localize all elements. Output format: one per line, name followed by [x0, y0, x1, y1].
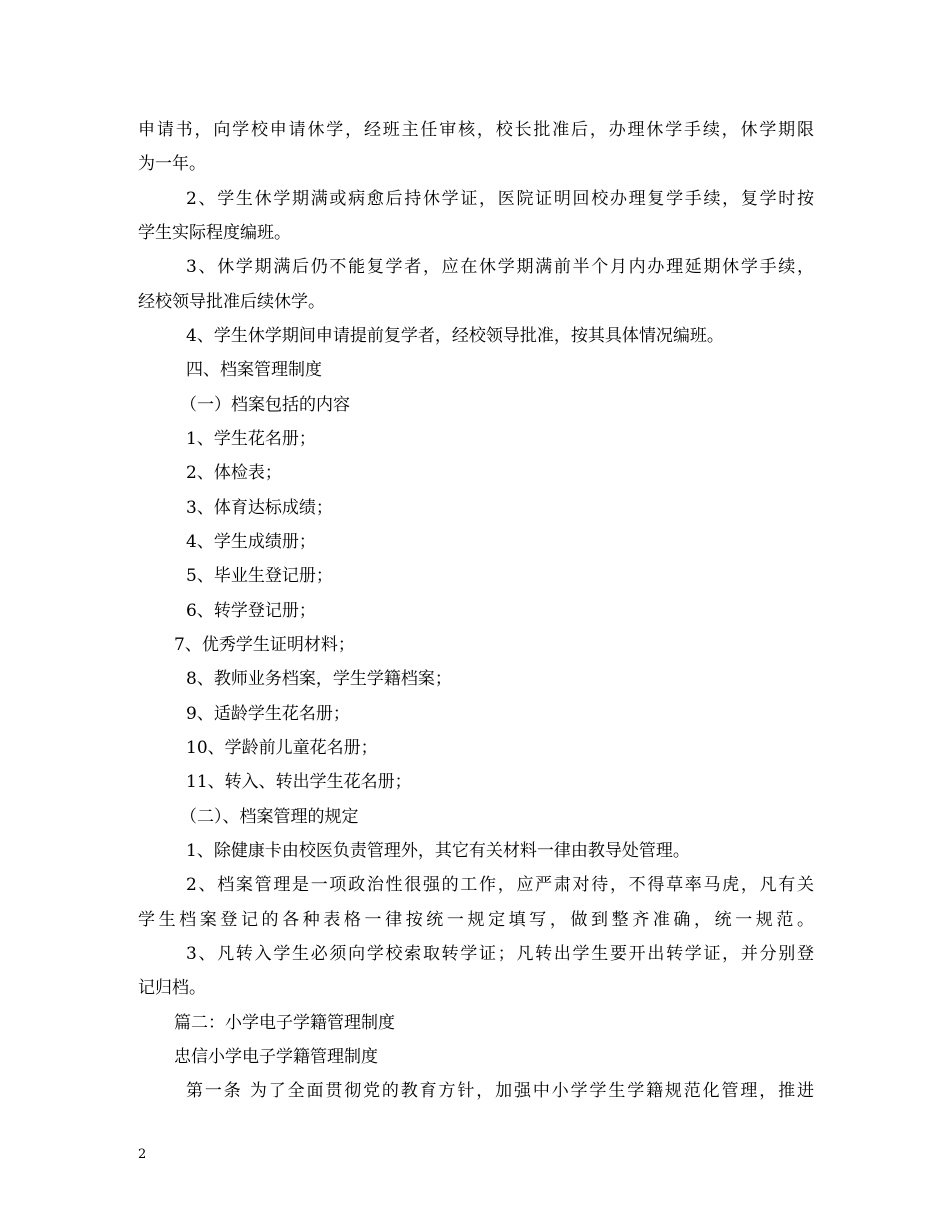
section-heading: 四、档案管理制度 [186, 360, 322, 380]
page-number: 2 [138, 1147, 147, 1162]
text-line: 为一年。 [138, 154, 206, 174]
text-line: 学生实际程度编班。 [138, 223, 291, 243]
list-item: 3、体育达标成绩； [186, 498, 333, 518]
text-line: 学生档案登记的各种表格一律按统一规定填写，做到整齐准确，统一规范。 [138, 910, 814, 930]
list-item: 10、学龄前儿童花名册； [186, 738, 378, 758]
text-line: 3、休学期满后仍不能复学者，应在休学期满前半个月内办理延期休学手续， [186, 257, 814, 277]
text-line: 3、凡转入学生必须向学校索取转学证；凡转出学生要开出转学证，并分别登 [186, 944, 814, 964]
text-line: 1、除健康卡由校医负责管理外，其它有关材料一律由教导处管理。 [186, 841, 690, 861]
list-item: 4、学生成绩册； [186, 532, 316, 552]
list-item: 1、学生花名册； [186, 429, 316, 449]
subsection-heading: （二）、档案管理的规定 [180, 807, 359, 827]
text-line: 第一条 为了全面贯彻党的教育方针，加强中小学学生学籍规范化管理，推进 [186, 1081, 814, 1101]
list-item: 8、教师业务档案，学生学籍档案； [186, 669, 452, 689]
article-title: 忠信小学电子学籍管理制度 [174, 1047, 378, 1067]
list-item: 11、转入、转出学生花名册； [186, 772, 412, 792]
text-line: 2、档案管理是一项政治性很强的工作，应严肃对待，不得草率马虎，凡有关 [186, 875, 814, 895]
list-item: 5、毕业生登记册； [186, 566, 333, 586]
list-item: 7、优秀学生证明材料； [174, 635, 355, 655]
list-item: 6、转学登记册； [186, 601, 316, 621]
subsection-heading: （一）档案包括的内容 [180, 395, 350, 415]
text-line: 经校领导批准后续休学。 [138, 292, 325, 312]
list-item: 9、适龄学生花名册； [186, 704, 350, 724]
list-item: 2、体检表； [186, 463, 282, 483]
text-line: 申请书，向学校申请休学，经班主任审核，校长批准后，办理休学手续，休学期限 [138, 120, 814, 140]
text-line: 4、学生休学期间申请提前复学者，经校领导批准，按其具体情况编班。 [186, 326, 724, 346]
text-line: 记归档。 [138, 978, 206, 998]
article-heading: 篇二：小学电子学籍管理制度 [174, 1013, 395, 1033]
text-line: 2、学生休学期满或病愈后持休学证，医院证明回校办理复学手续，复学时按 [186, 189, 814, 209]
